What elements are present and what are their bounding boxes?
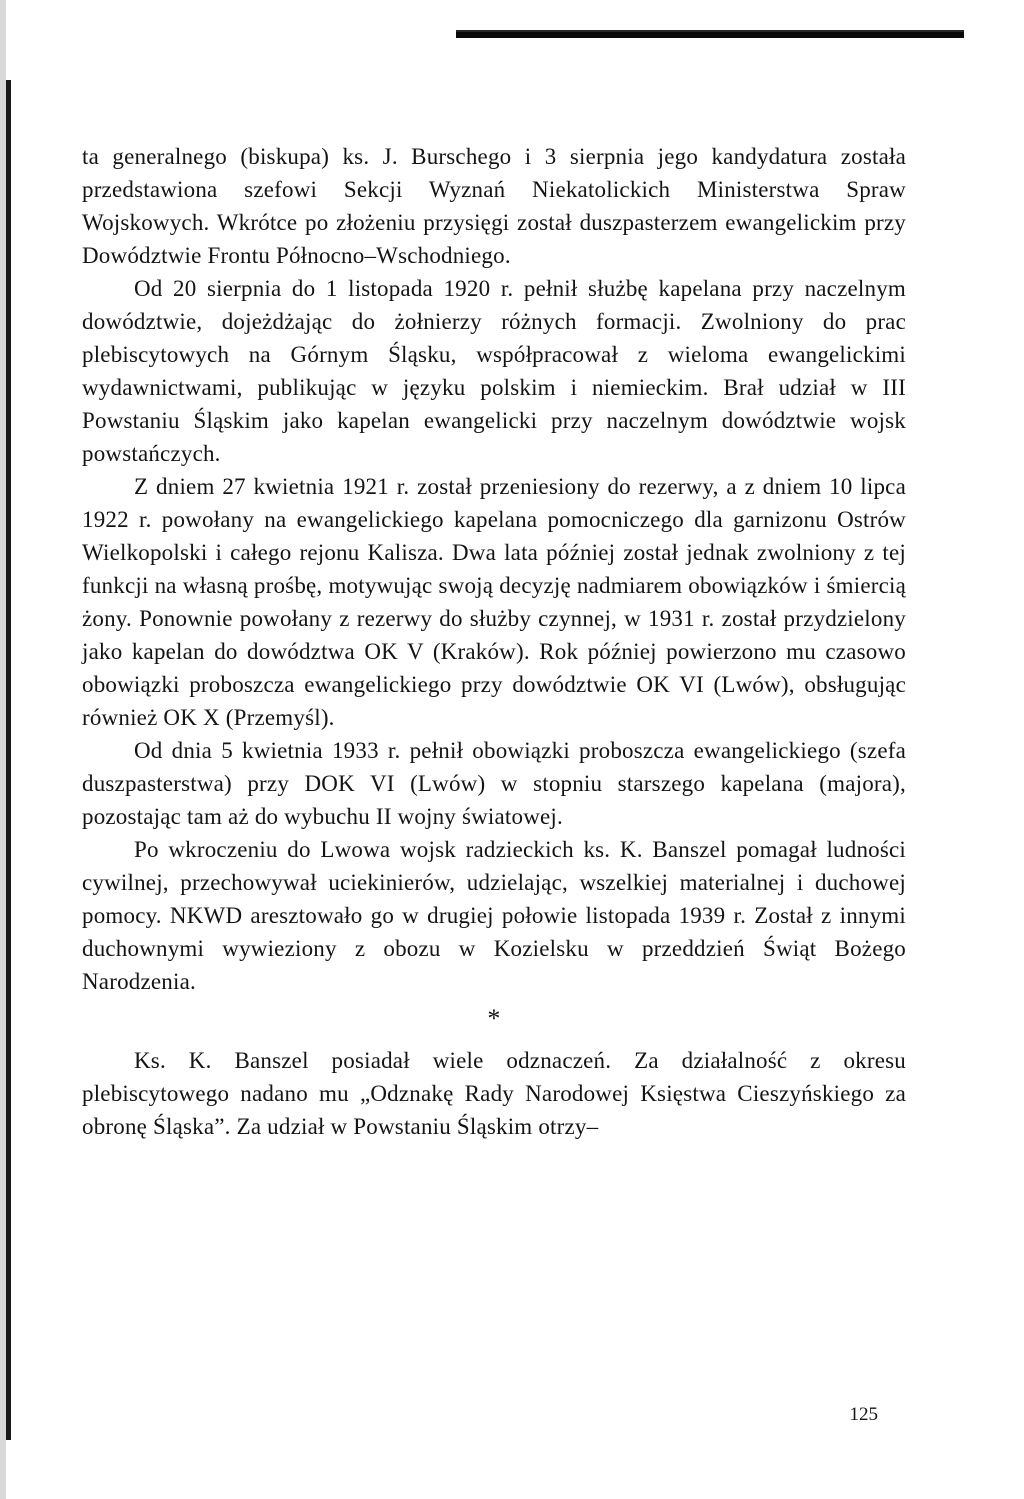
scan-left-edge <box>6 80 11 1440</box>
body-text <box>82 140 906 1143</box>
page-number: 125 <box>849 1404 878 1425</box>
paragraph-1: ta generalnego (biskupa) ks. J. Burschego i 3 sierpnia jego kandydatura została przedstawiona szefowi Sekcji Wyznań Niekatolickich Ministerstwa Spraw Wojskowych. Wkrótce po złożeniu przysięgi został duszpasterzem ewangelickim przy Dowództwie Frontu Północno–Wschodniego. <box>82 144 906 268</box>
paragraph-4: Od dnia 5 kwietnia 1933 r. pełnił obowiązki proboszcza ewangelickiego (szefa duszpasterstwa) przy DOK VI (Lwów) w stopniu starszego kapelana (majora), pozostając tam aż do wybuchu II wojny światowej. <box>82 738 906 829</box>
paragraph-2: Od 20 sierpnia do 1 listopada 1920 r. pełnił służbę kapelana przy naczelnym dowództwie, dojeżdżając do żołnierzy różnych formacji. Zwolniony do prac plebiscytowych na Górnym Śląsku, współpracował z wieloma ewangelickimi wydawnictwami, publikując w języku polskim i niemieckim. Brał udział w III Powstaniu Śląskim jako kapelan ewangelicki przy naczelnym dowództwie wojsk powstańczych. <box>82 276 906 466</box>
paragraph-5: Po wkroczeniu do Lwowa wojsk radzieckich ks. K. Banszel pomagał ludności cywilnej, przechowywał uciekinierów, udzielając, wszelkiej materialnej i duchowej pomocy. NKWD aresztowało go w drugiej połowie listopada 1939 r. Został z innymi duchownymi wywieziony z obozu w Kozielsku w przeddzień Świąt Bożego Narodzenia. <box>82 837 906 994</box>
section-separator: * <box>487 1004 501 1033</box>
paragraph-6: Ks. K. Banszel posiadał wiele odznaczeń. Za działalność z okresu plebiscytowego nadano mu „Odznakę Rady Narodowej Księstwa Cieszyńskiego za obronę Śląska”. Za udział w Powstaniu Śląskim otrzy– <box>82 1048 906 1139</box>
paragraph-3: Z dniem 27 kwietnia 1921 r. został przeniesiony do rezerwy, a z dniem 10 lipca 1922 r. powołany na ewangelickiego kapelana pomocniczego dla garnizonu Ostrów Wielkopolski i całego rejonu Kalisza. Dwa lata później został jednak zwolniony z tej funkcji na własną prośbę, motywując swoją decyzję nadmiarem obowiązków i śmiercią żony. Ponownie powołany z rezerwy do służby czynnej, w 1931 r. został przydzielony jako kapelan do dowództwa OK V (Kraków). Rok później powierzono mu czasowo obowiązki proboszcza ewangelickiego przy dowództwie OK VI (Lwów), obsługując również OK X (Przemyśl). <box>82 474 906 730</box>
scan-artifact-bar <box>456 30 964 38</box>
